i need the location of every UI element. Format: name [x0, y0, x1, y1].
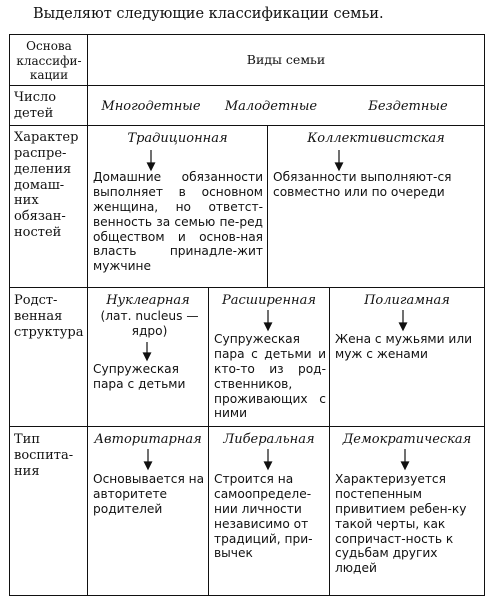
desc-extended: Супружеская пара с детьми и кто-то из род-ственников, проживающих с ними — [214, 332, 326, 421]
desc-liberal: Строится на самоопределе-нии личности независимо от традиций, при-вычек — [214, 472, 313, 561]
type-childless: Бездетные — [368, 99, 448, 114]
row-label-upbringing: Тип воспита-ния — [14, 432, 74, 479]
header-types: Виды семьи — [246, 52, 326, 67]
type-nuclear: Нуклеарная — [106, 293, 190, 308]
desc-authoritarian: Основывается на авторитете родителей — [93, 472, 205, 516]
type-traditional: Традиционная — [127, 131, 228, 146]
row-label-children: Число детей — [14, 90, 57, 121]
row-label-duties: Характер распре-деления домаш-них обязан-ностей — [14, 130, 79, 241]
note-nuclear: (лат. nucleus — ядро) — [100, 309, 199, 338]
type-liberal: Либеральная — [223, 432, 315, 447]
type-extended: Расширенная — [222, 293, 316, 308]
type-polygamous: Полигамная — [364, 293, 450, 308]
type-many-children: Многодетные — [101, 99, 201, 114]
row-label-kinship: Родст-венная структура — [14, 293, 84, 340]
desc-democratic: Характеризуется постепенным привитием ребен-ку такой черты, как сопричаст-ность к судьбам других людей — [335, 472, 467, 576]
desc-collectivist: Обязанности выполняют-ся совместно или по очереди — [273, 170, 452, 199]
desc-traditional: Домашние обязанности выполняет в основном женщина, но ответст-венность за семью пе-ред обществом и основ-ная власть принадле-жит мужчине — [93, 170, 263, 274]
desc-polygamous: Жена с мужьями или муж с женами — [335, 332, 473, 361]
type-authoritarian: Авторитарная — [94, 432, 202, 447]
desc-nuclear: Супружеская пара с детьми — [93, 362, 186, 391]
type-democratic: Демократическая — [342, 432, 472, 447]
header-basis: Основа классифи-кации — [16, 39, 82, 83]
type-few-children: Малодетные — [224, 99, 318, 114]
page-title: Выделяют следующие классификации семьи. — [33, 6, 384, 22]
type-collectivist: Коллективистская — [307, 131, 445, 146]
